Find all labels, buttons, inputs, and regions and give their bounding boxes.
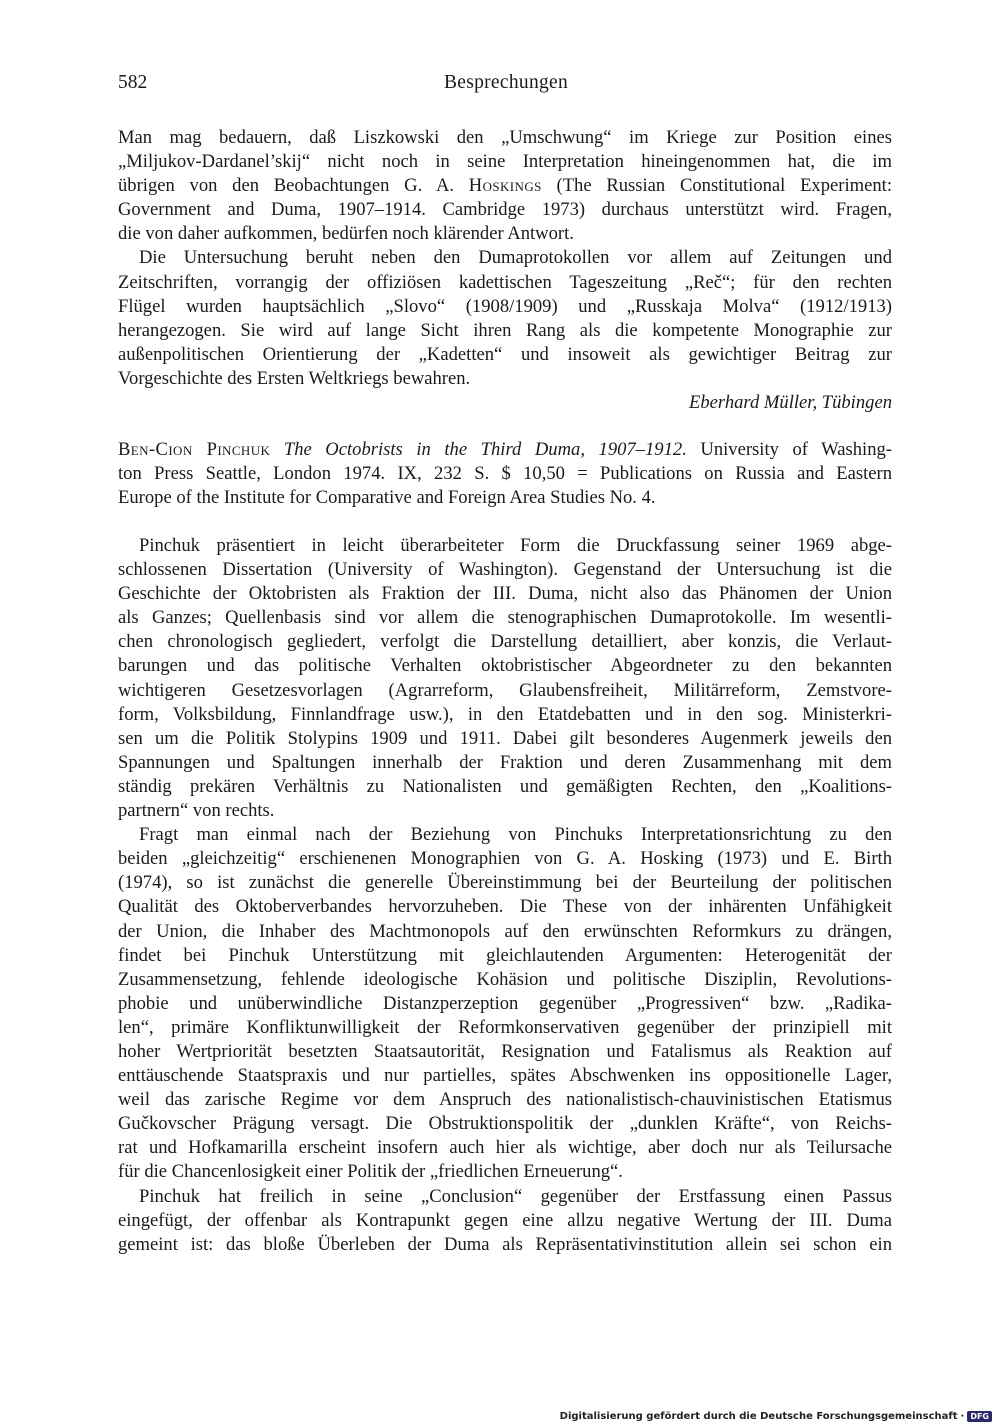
text-line: Vorgeschichte des Ersten Weltkriegs bewahren. [118, 367, 471, 389]
review-2-body [118, 534, 892, 1257]
text-line: hoher Wertpriorität besetzten Staatsautorität, Resignation und Fatalismus als Reaktion auf [118, 1040, 892, 1062]
text-line: Europe of the Institute for Comparative and Foreign Area Studies No. 4. [118, 487, 656, 509]
running-title: Besprechungen [443, 72, 569, 93]
text-line: Geschichte der Oktobristen als Fraktion der III. Duma, nicht also das Phänomen der Union [118, 583, 892, 605]
text-line: rat und Hofkamarilla erscheint insofern auch hier als wichtige, aber doch nur als Teilursache [118, 1137, 892, 1159]
text-line: Government and Duma, 1907–1914. Cambridge 1973) durchaus unterstützt wird. Fragen, [118, 199, 892, 221]
text-line: Qualität des Oktoberverbandes hervorzuheben. Die These von der inhärenten Unfähigkeit [118, 896, 892, 918]
text-line: Pinchuk hat freilich in seine „Conclusion“ gegenüber der Erstfassung einen Passus [139, 1185, 892, 1207]
text-line: Zusammensetzung, fehlende ideologische Kohäsion und politische Disziplin, Revolutions- [118, 968, 892, 990]
text-line: wichtigeren Gesetzesvorlagen (Agrarreform, Glaubensfreiheit, Militärreform, Zemstvore- [118, 679, 892, 701]
text-line: für die Chancenlosigkeit einer Politik der „friedlichen Erneuerung“. [118, 1161, 623, 1183]
text-line: ton Press Seattle, London 1974. IX, 232 S. $ 10,50 = Publications on Russia and Eastern [118, 463, 892, 485]
text-line: gemeint ist: das bloße Überleben der Duma als Repräsentativinstitution allein sei schon ein [118, 1233, 892, 1255]
text-line: len“, primäre Konfliktunwilligkeit der Reformkonservativen gegenüber der prinzipiell mit [118, 1016, 892, 1038]
text-line: „Miljukov-Dardanel’skij“ nicht noch in seine Interpretation hineingenommen hat, die im [118, 151, 892, 173]
text-line: findet bei Pinchuk Unterstützung mit gleichlautenden Argumenten: Heterogenität der [118, 944, 892, 966]
review-2-paragraph-2 [118, 823, 892, 1184]
review-2-paragraph-1 [118, 534, 892, 823]
text-line: Pinchuk präsentiert in leicht überarbeiteter Form die Druckfassung seiner 1969 abge- [139, 535, 892, 556]
review-1-continuation [118, 126, 892, 415]
text-line: Spannungen und Spaltungen innerhalb der Fraktion und deren Zusammenhang mit dem [118, 751, 892, 773]
text-line: die von daher aufkommen, bedürfen noch klärender Antwort. [118, 223, 574, 245]
text-line: Die Untersuchung beruht neben den Dumaprotokollen vor allem auf Zeitungen und [139, 247, 892, 269]
text-line: partnern“ von rechts. [118, 800, 275, 822]
text-line: beiden „gleichzeitig“ erschienenen Monographien von G. A. Hosking (1973) und E. Birth [118, 848, 892, 870]
footer-credit: Digitalisierung gefördert durch die Deutsche Forschungsgemeinschaft [559, 1411, 958, 1422]
book-title: The Octobrists in the Third Duma, 1907–1912. [283, 439, 687, 460]
text-line: ständig prekären Verhältnis zu Nationalisten und gemäßigten Rechten, den „Koalitions- [118, 775, 892, 797]
author-name-hoskings: Hoskings [468, 175, 542, 197]
text-line: phobie und unüberwindliche Distanzperzeption gegenüber „Progressiven“ bzw. „Radika- [118, 992, 892, 1014]
text-line: sen um die Politik Stolypins 1909 und 1911. Dabei gilt besonderes Augenmerk jeweils den [118, 727, 892, 749]
text-line: Gučkovscher Prägung versagt. Die Obstruktionspolitik der „dunklen Kräfte“, von Reichs- [118, 1113, 892, 1135]
review-1-paragraph-2 [118, 246, 892, 391]
text-line: herangezogen. Sie wird auf lange Sicht ihren Rang als die kompetente Monographie zur [118, 319, 892, 341]
text-line: chen chronologisch gegliedert, verfolgt die Darstellung detailliert, aber konzis, die Verlaut- [118, 631, 892, 653]
text-line: enttäuschende Staatspraxis und nur partielles, spätes Abschwenken ins oppositionelle Lager, [118, 1065, 892, 1087]
review-2-paragraph-3 [118, 1185, 892, 1257]
text-line: der Union, die Inhaber des Machtmonopols auf den erwünschten Reformkurs zu drängen, [118, 920, 892, 942]
text-line: außenpolitischen Orientierung der „Kadetten“ und insoweit als gewichtiger Beitrag zur [118, 343, 892, 365]
text-line: als Ganzes; Quellenbasis sind vor allem die stenographischen Dumaprotokolle. Im wesentli- [118, 607, 892, 629]
text-line: (1974), so ist zunächst die generelle Übereinstimmung bei der Beurteilung der politischen [118, 872, 892, 894]
text-line: weil das zarische Regime vor dem Anspruch des nationalistisch-chauvinistischen Etatismus [118, 1089, 892, 1111]
dfg-logo: DFG [967, 1411, 992, 1422]
text-line: Flügel wurden hauptsächlich „Slovo“ (1908/1909) und „Russkaja Molva“ (1912/1913) [118, 295, 892, 317]
bibliographic-citation [118, 438, 892, 510]
digitization-footer: Digitalisierung gefördert durch die Deutsche Forschungsgemeinschaft · DFG [560, 1411, 992, 1422]
text-line: Fragt man einmal nach der Beziehung von Pinchuks Interpretationsrichtung zu den [139, 824, 892, 846]
text-line: übrigen von den Beobachtungen G. A. Hoskings (The Russian Constitutional Experiment: [118, 175, 892, 197]
text-line: Ben-Cion Pinchuk The Octobrists in the Third Duma, 1907–1912. University of Washing- [118, 439, 892, 460]
page-number: 582 [118, 72, 148, 93]
book-author: Ben-Cion Pinchuk [118, 439, 271, 460]
text-line: schlossenen Dissertation (University of Washington). Gegenstand der Untersuchung ist die [118, 559, 892, 581]
text-line: Man mag bedauern, daß Liszkowski den „Umschwung“ im Kriege zur Position eines [118, 127, 892, 148]
text-line: Zeitschriften, vorrangig der offiziösen kadettischen Tageszeitung „Reč“; für den rechten [118, 271, 892, 293]
review-1-paragraph-1 [118, 126, 892, 246]
text-line: eingefügt, der offenbar als Kontrapunkt gegen eine allzu negative Wertung der III. Duma [118, 1209, 892, 1231]
text-line: form, Volksbildung, Finnlandfrage usw.), in den Etatdebatten und in den sog. Ministerkri- [118, 703, 892, 725]
reviewer-signature: Eberhard Müller, Tübingen [689, 392, 892, 414]
text-line: barungen und das politische Verhalten oktobristischer Abgeordneter zu den bekannten [118, 655, 892, 677]
running-header [118, 72, 894, 98]
